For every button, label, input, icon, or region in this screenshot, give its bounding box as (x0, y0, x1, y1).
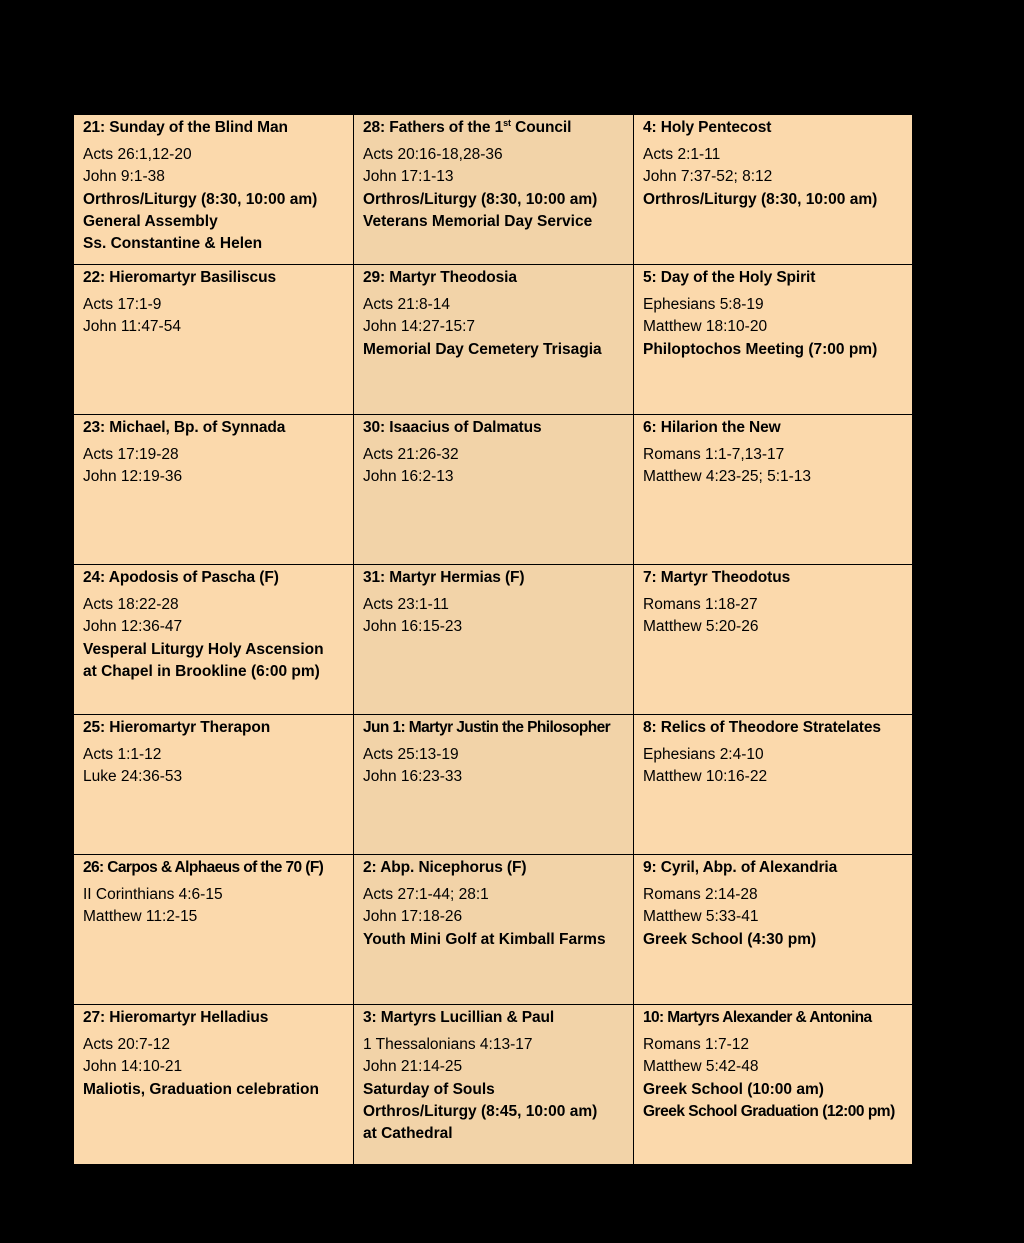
day-title (363, 118, 627, 138)
scripture-reading: John 16:23-33 (363, 768, 463, 786)
scripture-reading: Acts 1:1-12 (83, 746, 162, 763)
scripture-reading: Matthew 10:16-22 (643, 768, 768, 786)
day-title: 31: Martyr Hermias (F) (363, 569, 525, 586)
day-cell (634, 565, 913, 715)
scripture-reading: John 14:10-21 (83, 1058, 183, 1076)
calendar-grid (74, 115, 913, 1165)
event-line: Greek School (10:00 am) (643, 1080, 824, 1098)
scripture-reading: Acts 17:19-28 (83, 446, 179, 463)
day-cell (74, 1005, 354, 1165)
day-title: 25: Hieromartyr Therapon (83, 719, 271, 736)
day-cell (354, 415, 634, 565)
scripture-reading: Acts 17:1-9 (83, 296, 162, 313)
scripture-reading: Acts 21:26-32 (363, 446, 459, 463)
day-cell (74, 715, 354, 855)
scripture-reading: John 16:2-13 (363, 468, 454, 486)
event-line: Greek School (4:30 pm) (643, 930, 817, 948)
scripture-reading: John 17:18-26 (363, 908, 463, 926)
scripture-reading: John 14:27-15:7 (363, 318, 476, 336)
scripture-reading: Acts 26:1,12-20 (83, 146, 192, 163)
day-cell (354, 1005, 634, 1165)
event-line: Youth Mini Golf at Kimball Farms (363, 930, 606, 948)
day-title-prefix: 28: Fathers of the 1 (363, 119, 504, 136)
scripture-reading: John 16:15-23 (363, 618, 463, 636)
scripture-reading: John 12:19-36 (83, 468, 183, 486)
scripture-reading: Acts 27:1-44; 28:1 (363, 886, 489, 903)
scripture-reading: Acts 20:7-12 (83, 1036, 171, 1053)
day-cell (634, 855, 913, 1005)
event-line: at Chapel in Brookline (6:00 pm) (83, 662, 320, 680)
scripture-reading: Matthew 18:10-20 (643, 318, 768, 336)
event-line: Maliotis, Graduation celebration (83, 1080, 319, 1098)
day-cell (74, 855, 354, 1005)
day-title: 6: Hilarion the New (643, 419, 781, 436)
day-title: 21: Sunday of the Blind Man (83, 119, 288, 136)
day-cell (74, 265, 354, 415)
day-cell (354, 265, 634, 415)
scripture-reading: John 21:14-25 (363, 1058, 463, 1076)
scripture-reading: Acts 18:22-28 (83, 596, 179, 613)
day-title: Jun 1: Martyr Justin the Philosopher (363, 719, 611, 736)
scripture-reading: Romans 1:7-12 (643, 1036, 749, 1053)
scripture-reading: Luke 24:36-53 (83, 768, 183, 786)
day-title: 4: Holy Pentecost (643, 119, 772, 136)
scripture-reading: John 11:47-54 (83, 318, 181, 336)
scripture-reading: John 9:1-38 (83, 168, 165, 186)
day-title: 24: Apodosis of Pascha (F) (83, 569, 279, 586)
day-title: 29: Martyr Theodosia (363, 269, 517, 286)
scripture-reading: Acts 23:1-11 (363, 596, 449, 613)
day-cell (634, 265, 913, 415)
day-cell (634, 415, 913, 565)
event-line: Orthros/Liturgy (8:30, 10:00 am) (643, 190, 878, 208)
scripture-reading: Ephesians 5:8-19 (643, 296, 764, 313)
event-line: Saturday of Souls (363, 1080, 495, 1098)
day-title: 3: Martyrs Lucillian & Paul (363, 1009, 555, 1026)
scripture-reading: Matthew 11:2-15 (83, 908, 198, 926)
day-title: 30: Isaacius of Dalmatus (363, 419, 542, 436)
event-line: at Cathedral (363, 1125, 453, 1143)
day-cell (74, 115, 354, 265)
scripture-reading: II Corinthians 4:6-15 (83, 886, 223, 903)
scripture-reading: Matthew 5:20-26 (643, 618, 759, 636)
scripture-reading: Matthew 4:23-25; 5:1-13 (643, 468, 812, 486)
day-title: 5: Day of the Holy Spirit (643, 269, 816, 286)
day-cell (354, 855, 634, 1005)
day-cell (74, 565, 354, 715)
scripture-reading: Acts 25:13-19 (363, 746, 459, 763)
event-line: Veterans Memorial Day Service (363, 212, 593, 230)
scripture-reading: Ephesians 2:4-10 (643, 746, 764, 763)
day-cell (634, 115, 913, 265)
day-cell (354, 115, 634, 265)
event-line: Orthros/Liturgy (8:30, 10:00 am) (363, 190, 598, 208)
event-line: General Assembly (83, 212, 218, 230)
scripture-reading: Romans 1:1-7,13-17 (643, 446, 785, 463)
day-title: 27: Hieromartyr Helladius (83, 1009, 269, 1026)
scripture-reading: Romans 1:18-27 (643, 596, 758, 613)
scripture-reading: Acts 20:16-18,28-36 (363, 146, 503, 163)
scripture-reading: John 17:1-13 (363, 168, 454, 186)
event-line: Memorial Day Cemetery Trisagia (363, 340, 602, 358)
day-title: 22: Hieromartyr Basiliscus (83, 269, 276, 286)
day-cell (354, 565, 634, 715)
day-title: 10: Martyrs Alexander & Antonina (643, 1009, 872, 1026)
ordinal-suffix: st (503, 117, 511, 128)
day-title: 2: Abp. Nicephorus (F) (363, 859, 527, 876)
event-line: Ss. Constantine & Helen (83, 235, 263, 253)
event-line: Greek School Graduation (12:00 pm) (643, 1102, 895, 1120)
scripture-reading: Matthew 5:33-41 (643, 908, 759, 926)
scripture-reading: Acts 21:8-14 (363, 296, 451, 313)
day-title: 7: Martyr Theodotus (643, 569, 791, 586)
event-line: Vesperal Liturgy Holy Ascension (83, 640, 324, 658)
day-cell (74, 415, 354, 565)
day-title: 9: Cyril, Abp. of Alexandria (643, 859, 838, 876)
event-line: Orthros/Liturgy (8:30, 10:00 am) (83, 190, 318, 208)
day-cell (354, 715, 634, 855)
event-line: Orthros/Liturgy (8:45, 10:00 am) (363, 1102, 598, 1120)
day-title-suffix: Council (510, 119, 572, 136)
scripture-reading: 1 Thessalonians 4:13-17 (363, 1036, 533, 1053)
day-title: 8: Relics of Theodore Stratelates (643, 719, 881, 736)
scripture-reading: Romans 2:14-28 (643, 886, 758, 903)
event-line: Philoptochos Meeting (7:00 pm) (643, 340, 878, 358)
day-cell (634, 715, 913, 855)
scripture-reading: Matthew 5:42-48 (643, 1058, 759, 1076)
day-cell (634, 1005, 913, 1165)
day-title: 23: Michael, Bp. of Synnada (83, 419, 286, 436)
scripture-reading: John 7:37-52; 8:12 (643, 168, 773, 186)
scripture-reading: Acts 2:1-11 (643, 146, 721, 163)
scripture-reading: John 12:36-47 (83, 618, 183, 636)
day-title: 26: Carpos & Alphaeus of the 70 (F) (83, 859, 324, 876)
